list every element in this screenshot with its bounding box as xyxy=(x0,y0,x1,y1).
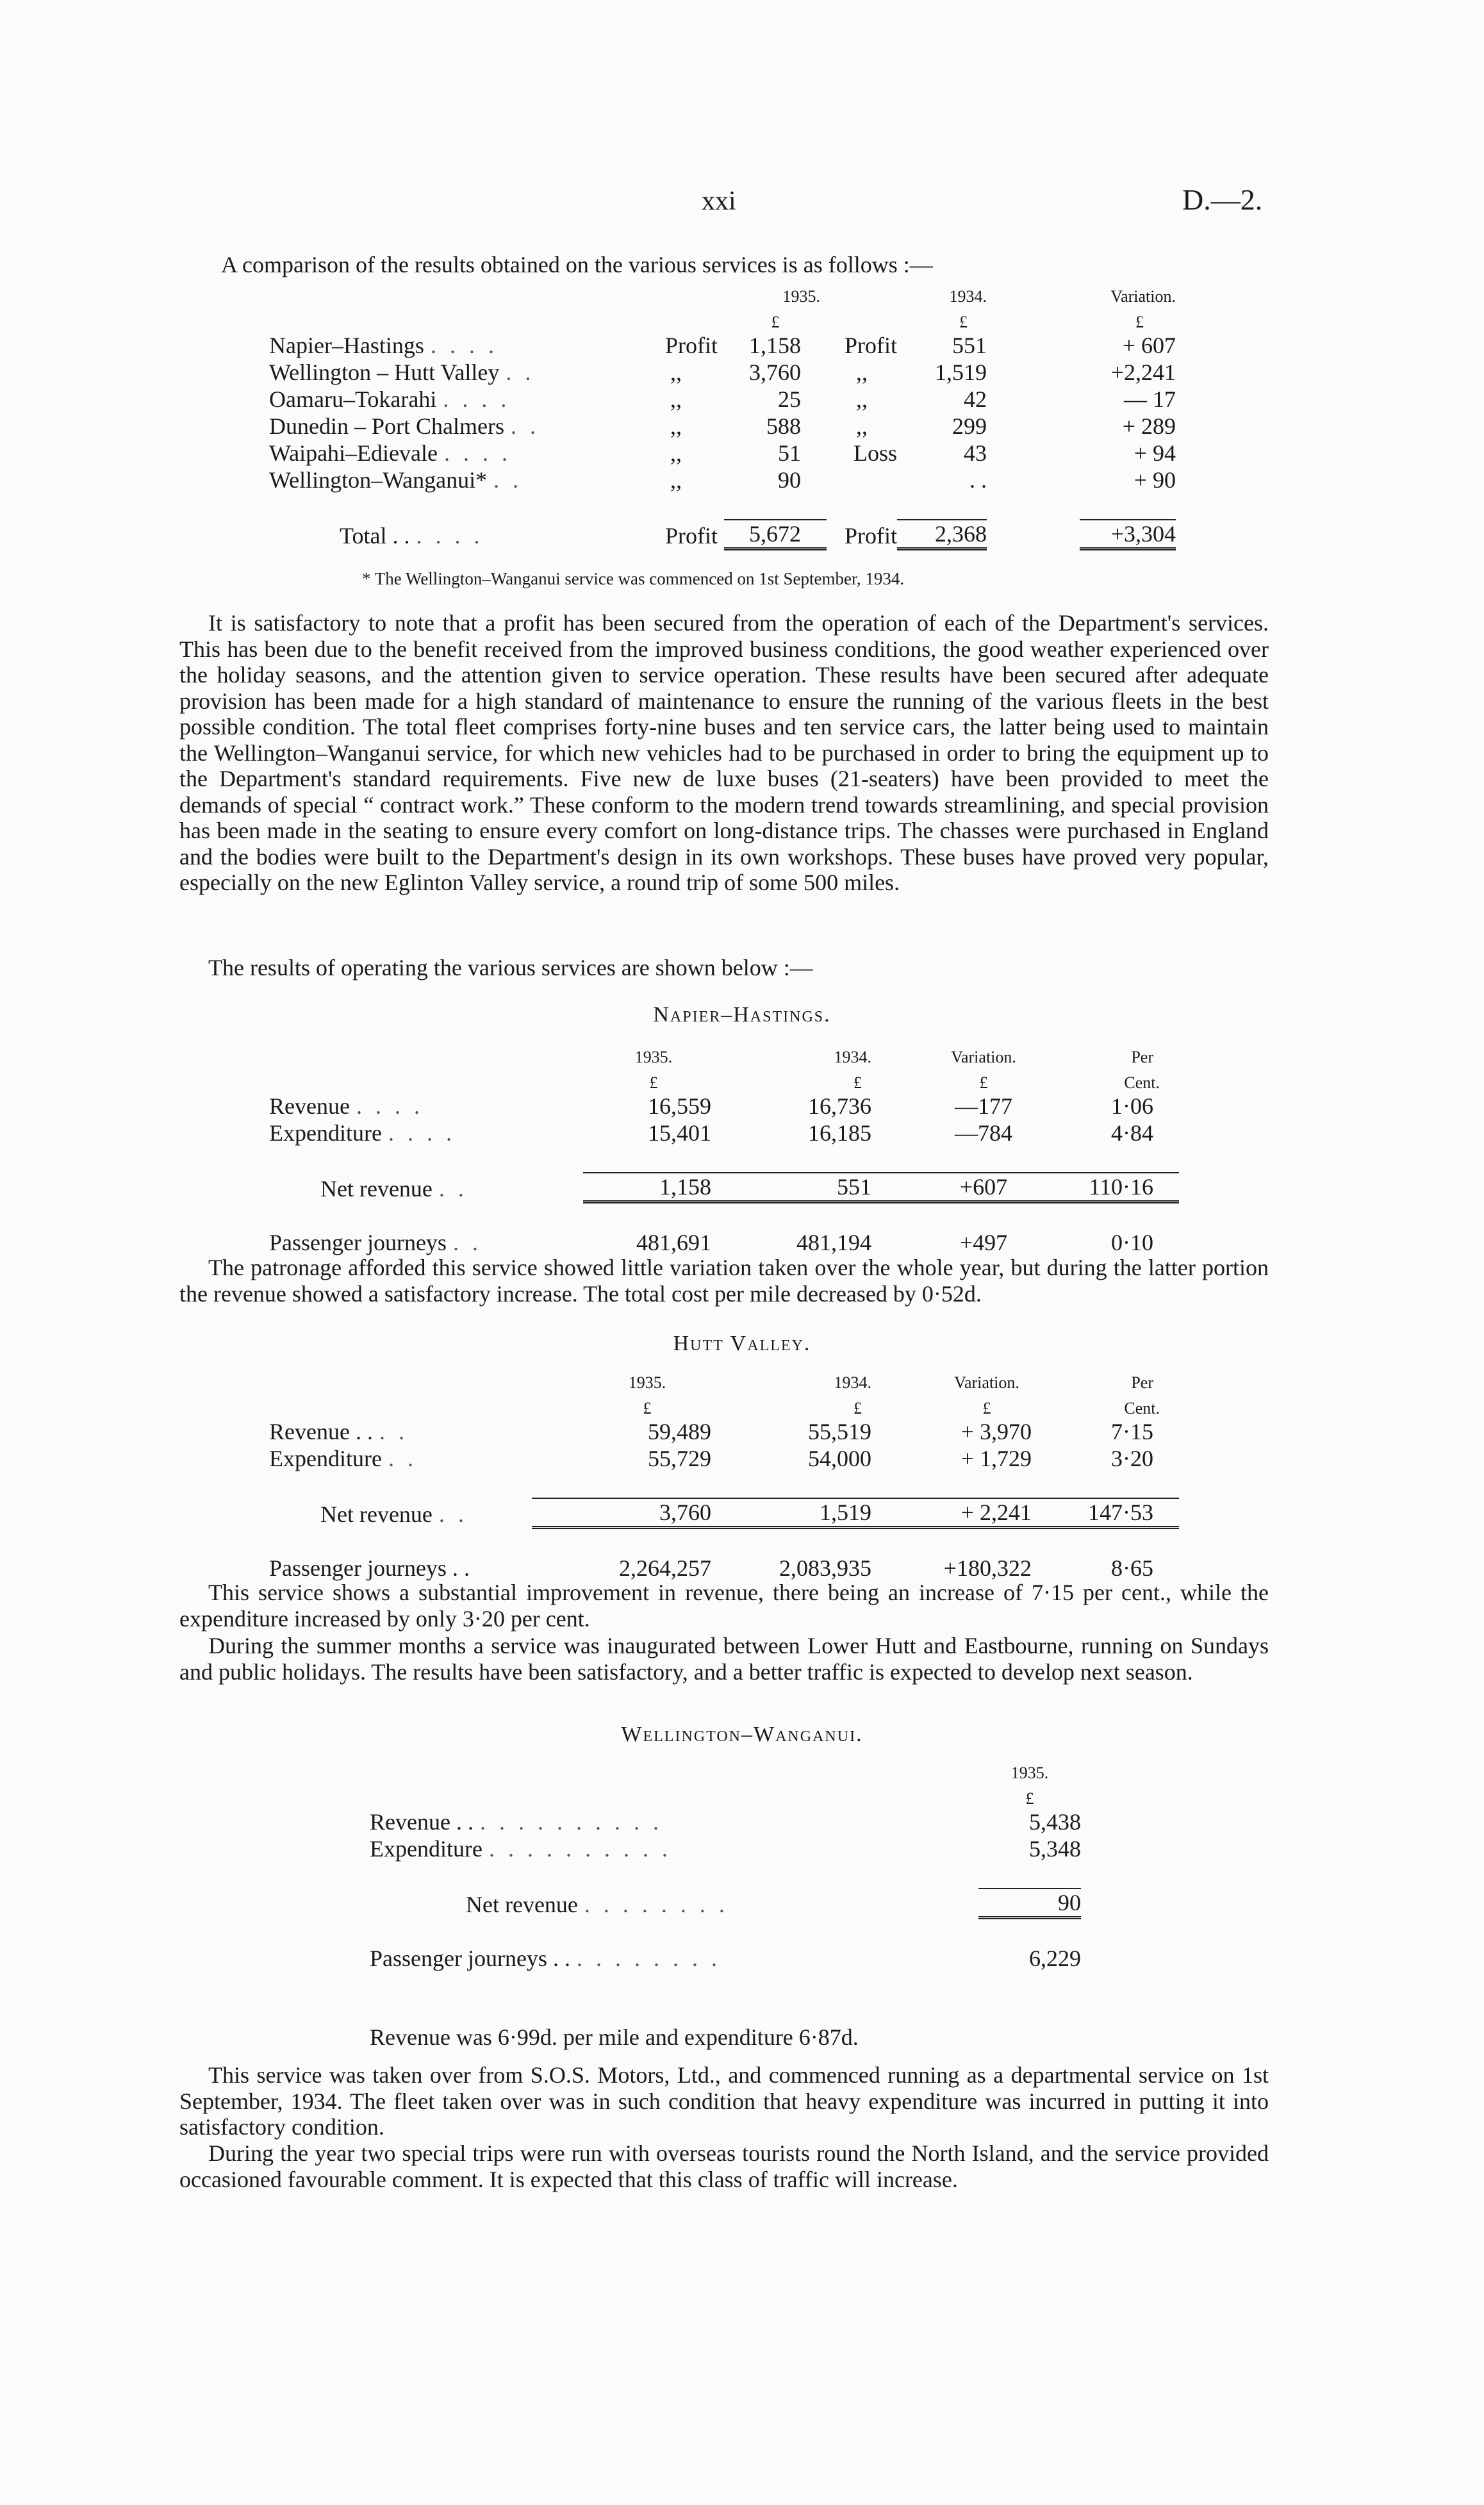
value-1935: 25 xyxy=(778,386,801,412)
row-label: Revenue . . xyxy=(269,1419,373,1444)
value-1935: 16,559 xyxy=(648,1093,711,1119)
col-1934: 1934. xyxy=(834,1373,871,1392)
variation-value: —784 xyxy=(955,1120,1012,1146)
table-row xyxy=(269,332,1176,359)
table-row xyxy=(269,1093,1179,1120)
row-label: Expenditure xyxy=(370,1836,482,1862)
status-1934 xyxy=(827,467,897,493)
unit-row xyxy=(269,1067,1179,1093)
table-row xyxy=(269,359,1176,386)
total-status-1934: Profit xyxy=(844,522,897,549)
value-1935: 90 xyxy=(978,1889,1081,1918)
rule-row xyxy=(370,1862,1081,1889)
leader-dots: . . . . . . . . . . xyxy=(488,1836,672,1862)
status-1935: ,, xyxy=(670,386,682,412)
value-1934: 55,519 xyxy=(808,1419,871,1444)
table-row xyxy=(269,1445,1179,1472)
napier-hastings-table xyxy=(269,1041,1179,1256)
unit-1935: £ xyxy=(771,313,780,331)
variation-value: +180,322 xyxy=(943,1555,1032,1581)
value-1934: 16,185 xyxy=(808,1120,871,1146)
unit-1935: £ xyxy=(1025,1789,1034,1808)
variation-value: + 94 xyxy=(1134,440,1176,466)
hutt-valley-title: Hutt Valley. xyxy=(673,1332,811,1355)
row-label: Passenger journeys . . xyxy=(370,1946,570,1971)
value-1935: 3,760 xyxy=(532,1498,724,1528)
net-revenue-row xyxy=(269,1173,1179,1202)
total-label: Total . . xyxy=(340,522,410,549)
col-1935: 1935. xyxy=(634,1048,673,1066)
service-name: Wellington–Wanganui* xyxy=(269,467,488,493)
page-number: xxi xyxy=(702,186,736,216)
wellington-wanganui-table xyxy=(370,1757,1081,1972)
col-variation: Variation. xyxy=(951,1048,1016,1066)
leader-dots: . . xyxy=(506,360,535,385)
net-revenue-row xyxy=(370,1889,1081,1918)
col-1934: 1934. xyxy=(834,1048,871,1066)
leader-dots: . . xyxy=(388,1446,417,1471)
unit-1934: £ xyxy=(853,1073,862,1092)
value-1934: 1,519 xyxy=(935,360,987,385)
col-variation: Variation. xyxy=(1110,287,1176,306)
row-label: Passenger journeys . . xyxy=(269,1555,470,1581)
col-1935: 1935. xyxy=(782,287,820,306)
paragraph-results-intro: The results of operating the various services are shown below :— xyxy=(208,955,813,980)
variation-value: + 3,970 xyxy=(960,1419,1032,1444)
service-name: Dunedin – Port Chalmers xyxy=(269,413,504,439)
value-1934: 42 xyxy=(964,386,987,412)
table-row xyxy=(269,386,1176,413)
table-row xyxy=(269,1418,1179,1445)
row-label: Net revenue xyxy=(320,1175,433,1202)
variation-value: + 607 xyxy=(1122,333,1176,358)
status-1935: ,, xyxy=(670,440,682,466)
leader-dots: . . . . xyxy=(416,522,484,549)
value-1935: 3,760 xyxy=(749,360,801,385)
total-variation: +3,304 xyxy=(1080,520,1176,549)
unit-variation: £ xyxy=(982,1399,991,1418)
col-1935: 1935. xyxy=(1010,1764,1049,1782)
value-1934: 481,194 xyxy=(796,1230,871,1255)
leader-dots: . . . . xyxy=(356,1093,424,1119)
unit-row xyxy=(370,1783,1081,1808)
table-row xyxy=(269,440,1176,467)
row-label: Revenue xyxy=(269,1093,350,1119)
leader-dots: . . . . xyxy=(388,1120,456,1146)
col-per: Per xyxy=(1131,1048,1153,1066)
percent-value: 7·15 xyxy=(1111,1419,1153,1444)
comparison-table xyxy=(269,281,1176,550)
wanganui-note: Revenue was 6·99d. per mile and expenditure 6·87d. xyxy=(370,2024,859,2050)
leader-dots: . . . . xyxy=(443,386,511,412)
unit-1934: £ xyxy=(959,313,968,331)
variation-value: + 1,729 xyxy=(960,1446,1032,1471)
leader-dots: . . xyxy=(438,1175,468,1202)
col-variation: Variation. xyxy=(954,1373,1019,1392)
total-row xyxy=(269,520,1176,549)
percent-value: 4·84 xyxy=(1111,1120,1153,1146)
value-1935: 59,489 xyxy=(648,1419,711,1444)
leader-dots: . . . . . . . . xyxy=(576,1946,721,1971)
status-1934: Loss xyxy=(853,440,897,466)
leader-dots: . . xyxy=(379,1419,408,1444)
row-label: Passenger journeys xyxy=(269,1230,447,1255)
leader-dots: . . xyxy=(493,467,523,493)
status-1934: ,, xyxy=(856,413,868,439)
percent-value: 8·65 xyxy=(1111,1555,1153,1581)
col-cent: Cent. xyxy=(1124,1073,1160,1092)
status-1935: ,, xyxy=(670,360,682,385)
table-row xyxy=(370,1808,1081,1835)
table-row xyxy=(269,467,1176,493)
status-1934: ,, xyxy=(856,386,868,412)
rule-row xyxy=(269,1472,1179,1498)
unit-1935: £ xyxy=(643,1399,652,1418)
value-1935: 5,348 xyxy=(1029,1836,1081,1862)
paragraph-sos-motors: This service was taken over from S.O.S. Motors, Ltd., and commenced running as a departmental service on 1st September, 1934. The fleet taken over was in such condition that heavy expenditure was incurred in putting it into satisfactory condition. xyxy=(179,2062,1269,2140)
total-status-1935: Profit xyxy=(664,522,718,549)
value-1934: . . xyxy=(969,467,987,493)
comparison-unit-row xyxy=(269,306,1176,332)
paragraph-hutt-improvement: This service shows a substantial improvement in revenue, there being an increase of 7·15 per cent., while the expenditure increased by only 3·20 per cent. xyxy=(179,1580,1269,1632)
variation-value: + 2,241 xyxy=(910,1498,1064,1528)
value-1934: 1,519 xyxy=(724,1498,910,1528)
value-1934: 551 xyxy=(952,333,987,358)
value-1934: 16,736 xyxy=(808,1093,871,1119)
col-1934: 1934. xyxy=(949,287,987,306)
percent-value: 1·06 xyxy=(1111,1093,1153,1119)
value-1935: 588 xyxy=(766,413,801,439)
value-1934: 551 xyxy=(724,1173,910,1202)
leader-dots: . . xyxy=(438,1501,468,1527)
variation-value: + 90 xyxy=(1134,467,1176,493)
total-value-1934: 2,368 xyxy=(897,520,987,549)
unit-row xyxy=(269,1393,1179,1418)
value-1935: 51 xyxy=(778,440,801,466)
value-1935: 1,158 xyxy=(583,1173,724,1202)
paragraph-napier: The patronage afforded this service showed little variation taken over the whole year, but during the latter portion the revenue showed a satisfactory increase. The total cost per mile decreased by 0·52d. xyxy=(179,1255,1269,1307)
passenger-row xyxy=(269,1229,1179,1256)
wellington-wanganui-title: Wellington–Wanganui. xyxy=(621,1723,863,1746)
table-row xyxy=(269,1120,1179,1146)
header-row xyxy=(269,1367,1179,1393)
comparison-footnote: * The Wellington–Wanganui service was commenced on 1st September, 1934. xyxy=(362,569,905,588)
unit-1935: £ xyxy=(649,1073,658,1092)
col-cent: Cent. xyxy=(1124,1399,1160,1418)
hutt-valley-table xyxy=(269,1367,1179,1582)
document-reference: D.—2. xyxy=(1182,183,1263,216)
status-1935: ,, xyxy=(670,413,682,439)
variation-value: — 17 xyxy=(1124,386,1176,412)
table-row xyxy=(370,1835,1081,1862)
passenger-row xyxy=(269,1555,1179,1582)
value-1935: 90 xyxy=(778,467,801,493)
variation-value: +497 xyxy=(959,1230,1008,1255)
variation-value: —177 xyxy=(955,1093,1012,1119)
comparison-intro: A comparison of the results obtained on the various services is as follows :— xyxy=(221,252,933,277)
service-name: Waipahi–Edievale xyxy=(269,440,438,466)
status-1934: ,, xyxy=(856,360,868,385)
comparison-header-row xyxy=(269,281,1176,306)
paragraph-tourists: During the year two special trips were run with overseas tourists round the North Island, and the service provided occasioned favourable comment. It is expected that this class of traffic will increase. xyxy=(179,2140,1269,2192)
status-1934: Profit xyxy=(844,333,897,358)
passenger-row xyxy=(370,1945,1081,1972)
unit-variation: £ xyxy=(979,1073,988,1092)
leader-dots: . . . . . . . . . . xyxy=(479,1809,663,1835)
value-1934: 2,083,935 xyxy=(779,1555,871,1581)
row-label: Net revenue xyxy=(320,1501,433,1527)
percent-value: 0·10 xyxy=(1111,1230,1153,1255)
value-1935: 481,691 xyxy=(636,1230,711,1255)
value-1935: 1,158 xyxy=(749,333,801,358)
col-per: Per xyxy=(1131,1373,1153,1392)
value-1934: 299 xyxy=(952,413,987,439)
percent-value: 110·16 xyxy=(1057,1173,1179,1202)
percent-value: 147·53 xyxy=(1064,1498,1179,1528)
variation-value: +2,241 xyxy=(1110,360,1176,385)
unit-1934: £ xyxy=(853,1399,862,1418)
leader-dots: . . xyxy=(510,413,540,439)
variation-value: +607 xyxy=(910,1173,1057,1202)
value-1934: 54,000 xyxy=(808,1446,871,1471)
unit-variation: £ xyxy=(1135,313,1144,331)
total-value-1935: 5,672 xyxy=(724,520,827,549)
variation-value: + 289 xyxy=(1122,413,1176,439)
paragraph-eastbourne: During the summer months a service was inaugurated between Lower Hutt and Eastbourne, running on Sundays and public holidays. The results have been satisfactory, and a better traffic is expected to develop next season. xyxy=(179,1633,1269,1685)
paragraph-fleet: It is satisfactory to note that a profit has been secured from the operation of each of the Department's services. This has been due to the benefit received from the improved business conditions, the good weather experienced over the holiday seasons, and the attention given to service operation. These results have been secured after adequate provision has been made for a high standard of maintenance to ensure the running of the various fleets in the best possible condition. The total fleet comprises forty-nine buses and ten service cars, the latter being used to maintain the Wellington–Wanganui service, for which new vehicles had to be purchased in order to bring the equipment up to the Department's standard requirements. Five new de luxe buses (21-seaters) have been provided to meet the demands of special “ contract work.” These conform to the modern trend towards streamlining, and special provision has been made in the seating to ensure every comfort on long-distance trips. The chasses were purchased in England and the bodies were built to the Department's design in its own workshops. These buses have proved very popular, especially on the new Eglinton Valley service, a round trip of some 500 miles. xyxy=(179,610,1269,895)
value-1935: 6,229 xyxy=(1029,1946,1081,1971)
percent-value: 3·20 xyxy=(1111,1446,1153,1471)
table-row xyxy=(269,413,1176,440)
status-1935: ,, xyxy=(670,467,682,493)
service-name: Oamaru–Tokarahi xyxy=(269,386,437,412)
service-name: Wellington – Hutt Valley xyxy=(269,360,500,385)
rule-row xyxy=(269,1146,1179,1173)
status-1935: Profit xyxy=(664,333,718,358)
value-1935: 55,729 xyxy=(648,1446,711,1471)
row-label: Net revenue xyxy=(466,1891,578,1917)
leader-dots: . . . . xyxy=(444,440,511,466)
header-row xyxy=(370,1757,1081,1783)
value-1935: 15,401 xyxy=(648,1120,711,1146)
napier-hastings-title: Napier–Hastings. xyxy=(653,1003,831,1027)
value-1935: 2,264,257 xyxy=(619,1555,711,1581)
value-1934: 43 xyxy=(964,440,987,466)
value-1935: 5,438 xyxy=(1029,1809,1081,1835)
leader-dots: . . . . xyxy=(430,333,498,358)
service-name: Napier–Hastings xyxy=(269,333,424,358)
rule-row xyxy=(269,493,1176,520)
leader-dots: . . . . . . . . xyxy=(584,1891,729,1917)
net-revenue-row xyxy=(269,1498,1179,1528)
row-label: Revenue . . xyxy=(370,1809,474,1835)
row-label: Expenditure xyxy=(269,1446,382,1471)
leader-dots: . . xyxy=(452,1230,482,1255)
row-label: Expenditure xyxy=(269,1120,382,1146)
col-1935: 1935. xyxy=(628,1373,666,1392)
header-row xyxy=(269,1041,1179,1067)
